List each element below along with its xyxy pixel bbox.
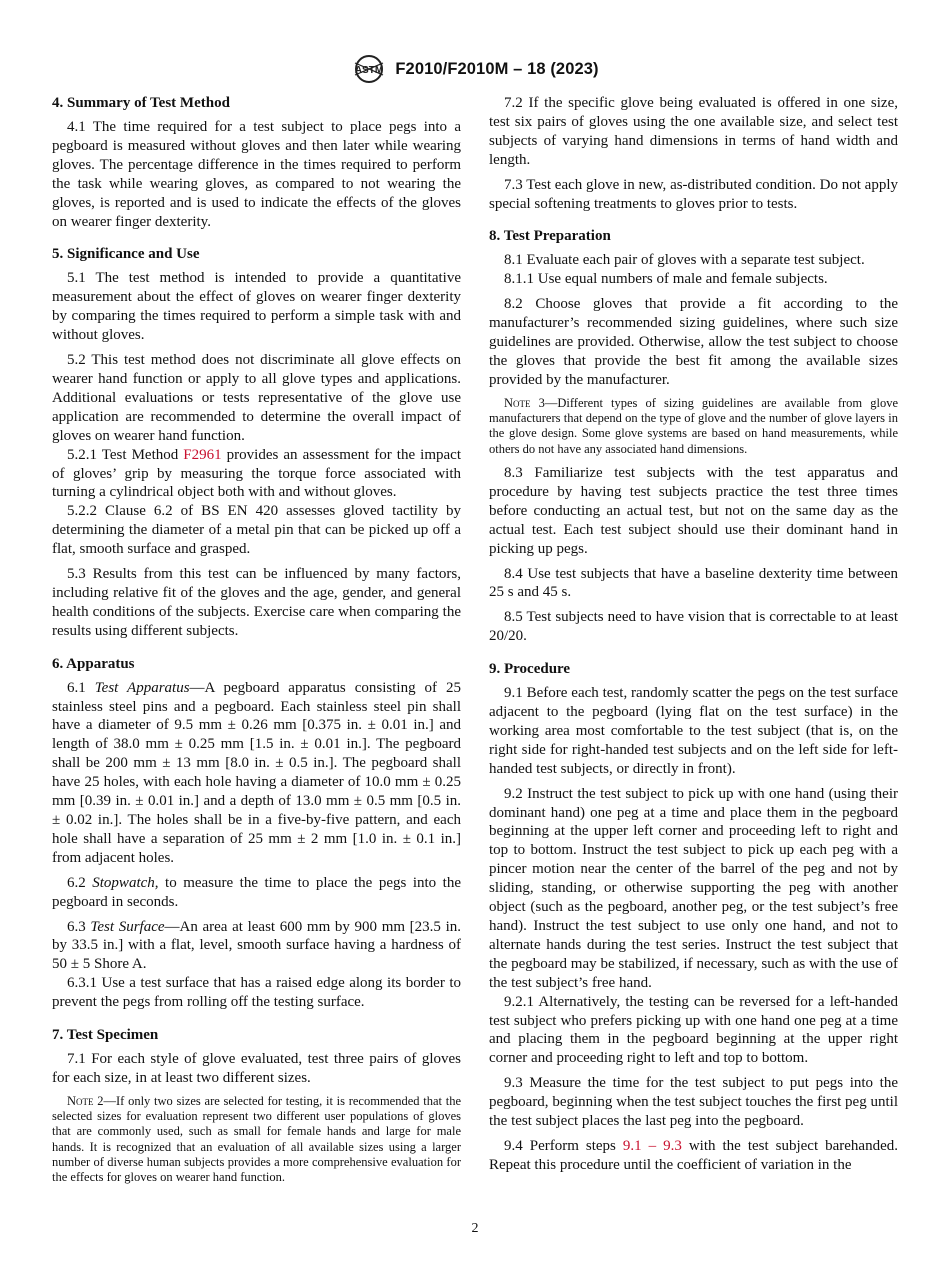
section-5-title: 5. Significance and Use xyxy=(52,246,200,263)
para-5-2: 5.2 This test method does not discriminate all glove effects on wearer hand function or apply to all glove types and applications. Additional evaluations or tests representative of the glove use application are recommended to determine the overall impact of gloves on wearer hand function. xyxy=(52,352,461,444)
section-4-title: 4. Summary of Test Method xyxy=(52,95,230,111)
para-9-1: 9.1 Before each test, randomly scatter the pegs on the test surface adjacent to the pegboard (lying flat on the test surface) in the working area most comfortable to the test subject (that is, on the right side for right-handed test subjects and on the left side for left-handed test subjects, or directly in front). xyxy=(489,685,898,777)
para-7-1: 7.1 For each style of glove evaluated, test three pairs of gloves for each size, in at least two different sizes. xyxy=(52,1051,461,1086)
link-steps-9-1-9-3[interactable]: 9.1 – 9.3 xyxy=(622,1137,682,1154)
para-5-2-1: 5.2.1 Test Method F2961 provides an assessment for the impact of gloves’ grip by measuring the torque force associated with turning a cylindrical object both with and without gloves. xyxy=(52,446,461,501)
note-3: Note 3—Different types of sizing guidelines are available from glove manufacturers that depend on the type of glove and the number of glove layers in the glove design. Some glove systems are based on hand measurements, while others do not have any associated hand dimensions. xyxy=(489,395,898,456)
para-8-3: 8.3 Familiarize test subjects with the test apparatus and procedure by having test subjects practice the test three times before conducting an actual test, but not on the same day as the actual test. Each test subject should use their dominant hand in picking up pegs. xyxy=(489,464,898,557)
link-f2961[interactable]: F2961 xyxy=(183,446,222,463)
para-8-4: 8.4 Use test subjects that have a baseline dexterity time between 25 s and 45 s. xyxy=(489,565,898,601)
para-8-1: 8.1 Evaluate each pair of gloves with a separate test subject. xyxy=(504,252,865,269)
para-9-4: 9.4 Perform steps 9.1 – 9.3 with the test subject barehanded. Repeat this procedure until the coefficient of variation in the xyxy=(489,1137,898,1173)
para-6-3: 6.3 Test Surface—An area at least 600 mm by 900 mm [23.5 in. by 33.5 in.] with a flat, level, smooth surface having a hardness of 50 ± 5 Shore A. xyxy=(52,918,461,973)
astm-logo-icon xyxy=(351,54,387,84)
section-9-title: 9. Procedure xyxy=(489,661,571,678)
para-6-1: 6.1 Test Apparatus—A pegboard apparatus consisting of 25 stainless steel pins and a pegboard. Each stainless steel pin shall have a diameter of 9.5 mm ± 0.26 mm [0.375 in. ± 0.01 in.] and length of 38.0 mm ± 0.25 mm [1.5 in. ± 0.01 in.]. The pegboard shall be 200 mm ± 13 mm [8.0 in. ± 0.5 in.]. The pegboard shall have 25 holes, with each hole having a diameter of 10.0 mm ± 0.25 mm [0.39 in. ± 0.01 in.] and a depth of 13.0 mm ± 0.5 mm [0.5 in. ± 0.02 in.]. The holes shall be in a five-by-five pattern, and each hole shall have a separation of 25 mm ± 2 mm [1.0 in. ± 0.1 in.] from adjacent holes. xyxy=(52,679,461,866)
para-7-3: 7.3 Test each glove in new, as-distributed condition. Do not apply special softening treatments to gloves prior to tests. xyxy=(489,176,898,212)
para-6-3-1: 6.3.1 Use a test surface that has a raised edge along its border to prevent the pegs from rolling off the testing surface. xyxy=(52,975,461,1011)
section-7-title: 7. Test Specimen xyxy=(52,1027,159,1044)
para-5-1: 5.1 The test method is intended to provide a quantitative measurement about the effect of gloves on wearer finger dexterity by comparing the times required to perform a simple task with and without gloves. xyxy=(52,270,461,344)
para-5-3: 5.3 Results from this test can be influenced by many factors, including relative fit of the gloves and the age, gender, and general health conditions of the subjects. Exercise care when comparing the results using different subjects. xyxy=(52,566,461,639)
section-8-title: 8. Test Preparation xyxy=(489,228,611,245)
para-6-2: 6.2 Stopwatch, to measure the time to place the pegs into the pegboard in seconds. xyxy=(52,874,462,910)
logo-text: ASTM xyxy=(355,65,384,76)
document-id: F2010/F2010M – 18 (2023) xyxy=(395,59,599,78)
para-4-1: 4.1 The time required for a test subject to place pegs into a pegboard is measured without gloves and then later while wearing gloves. The percentage difference in the times required to perform the task while wearing gloves, as compared to not wearing the gloves, is reported and is used to indicate the effects of the gloves on wearer finger dexterity. xyxy=(52,119,461,230)
para-5-2-2: 5.2.2 Clause 6.2 of BS EN 420 assesses gloved tactility by determining the diameter of a metal pin that can be picked up off a flat, smooth surface and grasped. xyxy=(52,503,461,558)
para-8-5: 8.5 Test subjects need to have vision that is correctable to at least 20/20. xyxy=(489,609,898,645)
section-6-title: 6. Apparatus xyxy=(52,655,135,672)
para-9-2: 9.2 Instruct the test subject to pick up with one hand (using their dominant hand) one peg at a time and place them in the pegboard beginning at the upper left corner and proceeding left to right and top to bottom. Instruct the test subject to pick up each peg with a pincer motion near the center of the barrel of the peg and not by sliding, standing, or otherwise supporting the peg with another object (such as the pegboard, another peg, or the test subject’s free hand). Instruct the test subject to use only one hand, and not to alternate hands during the test series. Instruct the test subject that the pegboard may be stabilized, if necessary, such as with the use of the test subject’s free hand. xyxy=(489,785,898,991)
para-9-3: 9.3 Measure the time for the test subject to put pegs into the pegboard, beginning when the test subject touches the first peg until the test subject places the last peg into the pegboard. xyxy=(489,1075,898,1130)
right-column xyxy=(489,94,898,1181)
page-header xyxy=(0,54,950,84)
para-7-2: 7.2 If the specific glove being evaluated is offered in one size, test six pairs of gloves using the one available size, and select test subjects of varying hand dimensions in terms of hand width and length. xyxy=(489,95,898,168)
page-number: 2 xyxy=(471,1221,479,1236)
left-column xyxy=(52,94,461,1193)
para-8-1-1: 8.1.1 Use equal numbers of male and female subjects. xyxy=(504,271,828,288)
note-2: Note 2—If only two sizes are selected for testing, it is recommended that the selected sizes for evaluation represent two different user populations of gloves that are commonly used, such as small for female hands and large for male hands. It is recognized that an evaluation of all available sizes using a larger number of diverse human subjects provides a more comprehensive evaluation for the effects for gloves on wearer hand function. xyxy=(52,1093,461,1185)
para-8-2: 8.2 Choose gloves that provide a fit according to the manufacturer’s recommended sizing guidelines, where such size guidelines are provided. Otherwise, allow the test subject to choose the gloves that provide the best fit among the available sizes provided by the manufacturer. xyxy=(489,296,898,388)
para-9-2-1: 9.2.1 Alternatively, the testing can be reversed for a left-handed test subject who prefers picking up with one hand one peg at a time and placing them in the pegboard beginning at the upper right corner and proceeding right to left and top to bottom. xyxy=(489,993,898,1067)
